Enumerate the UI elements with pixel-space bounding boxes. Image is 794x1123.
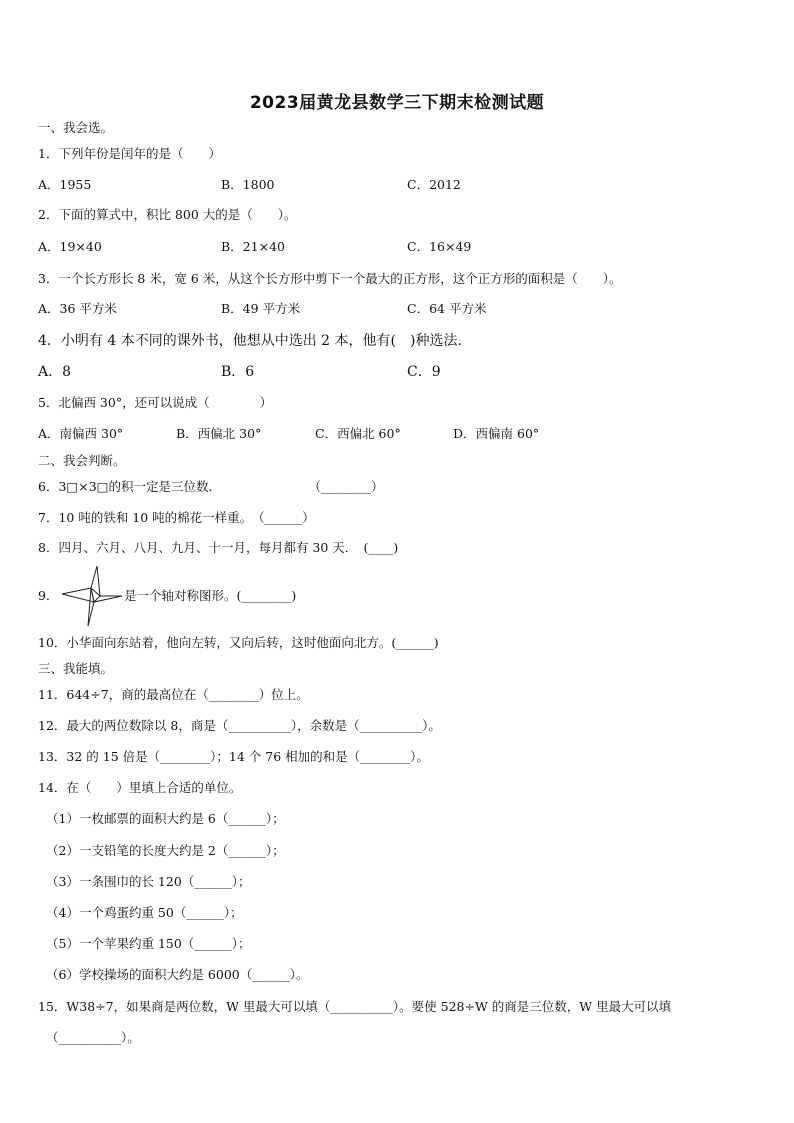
q14-item: （1）一枚邮票的面积大约是 6（______）； [46,811,285,826]
question-4: 4．小明有 4 本不同的课外书，他想从中选出 2 本，他有( )种选法． [38,333,472,349]
q5-option-b: B．西偏北 30° [176,426,262,441]
question-9-number: 9． [38,588,59,603]
section-heading-fill: 三、我能填。 [38,661,114,676]
q5-option-d: D．西偏南 60° [453,426,540,441]
q14-item: （4）一个鸡蛋约重 50（______）； [46,905,243,920]
q1-option-c: C．2012 [407,177,461,192]
q4-option-a: A．8 [38,364,72,380]
section-heading-judge: 二、我会判断。 [38,453,126,468]
q14-item: （6）学校操场的面积大约是 6000（______）。 [46,967,309,982]
q14-item: （5）一个苹果约重 150（______）； [46,936,251,951]
q4-option-c: C．9 [407,364,441,380]
question-6: 6．3□×3□的积一定是三位数． （________） [38,479,384,494]
q1-option-a: A．1955 [38,177,92,192]
q2-option-a: A．19×40 [38,239,102,254]
q1-option-b: B．1800 [221,177,275,192]
q14-item: （2）一支铅笔的长度大约是 2（______）； [46,843,285,858]
question-14: 14．在（ ）里填上合适的单位。 [38,780,242,795]
question-10: 10．小华面向东站着，他向左转，又向后转，这时他面向北方。(______) [38,635,439,650]
question-12: 12．最大的两位数除以 8，商是（__________），余数是（__________）。 [38,718,441,733]
q3-option-b: B．49 平方米 [221,301,301,316]
question-9-statement: 是一个轴对称图形。(________) [124,588,297,603]
question-7: 7．10 吨的铁和 10 吨的棉花一样重。 （______） [38,510,315,525]
q5-option-c: C．西偏北 60° [315,426,401,441]
q14-item: （3）一条围巾的长 120（______）； [46,874,251,889]
question-11: 11．644÷7，商的最高位在（________）位上。 [38,687,309,702]
q3-option-c: C．64 平方米 [407,301,487,316]
question-8: 8．四月、六月、八月、九月、十一月，每月都有 30 天． (____) [38,540,399,555]
section-heading-choice: 一、我会选。 [38,120,114,135]
question-15: 15．W38÷7，如果商是两位数，W 里最大可以填（__________）。要使 528÷W 的商是三位数，W 里最大可以填 [38,999,672,1014]
page-title: 2023届黄龙县数学三下期末检测试题 [249,93,545,113]
q2-option-b: B．21×40 [221,239,285,254]
question-5: 5．北偏西 30°，还可以说成（ ） [38,395,273,410]
q5-option-a: A．南偏西 30° [38,426,124,441]
q3-option-a: A．36 平方米 [38,301,117,316]
question-3: 3．一个长方形长 8 米，宽 6 米，从这个长方形中剪下一个最大的正方形，这个正方形的面积是（ ）。 [38,271,622,286]
pinwheel-figure [58,566,124,628]
q2-option-c: C．16×49 [407,239,472,254]
question-13: 13．32 的 15 倍是（________）；14 个 76 相加的和是（________）。 [38,749,429,764]
question-2: 2．下面的算式中，积比 800 大的是（ ）。 [38,207,297,222]
q4-option-b: B．6 [221,364,255,380]
question-15-continued: （__________）。 [46,1030,140,1045]
question-1: 1．下列年份是闰年的是（ ） [38,146,221,161]
